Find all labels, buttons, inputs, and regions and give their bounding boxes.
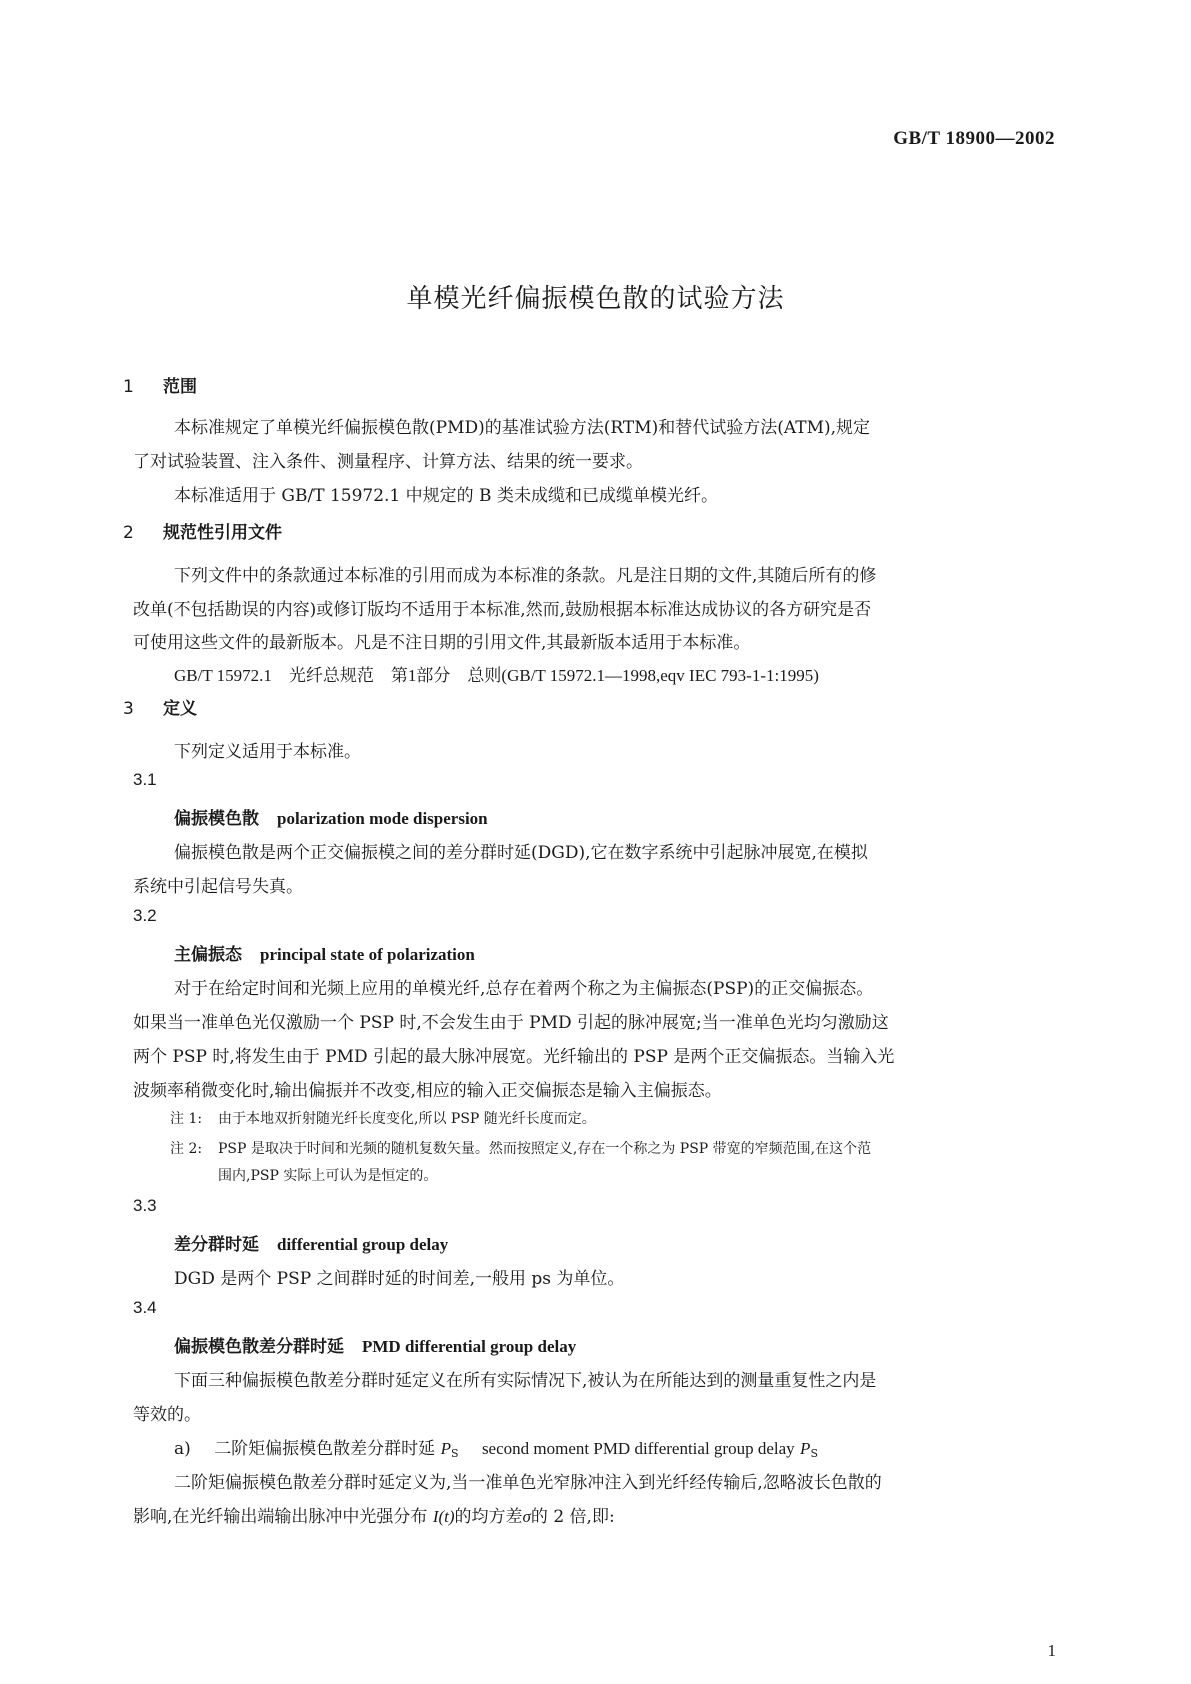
item-en: second moment PMD differential group delay [481, 1439, 795, 1458]
term-zh: 差分群时延 [174, 1235, 259, 1255]
paragraph-line [133, 1502, 1065, 1527]
note-label: 注 2: [170, 1141, 203, 1157]
section-title: 规范性引用文件 [163, 523, 282, 543]
note-1 [170, 1106, 1065, 1132]
section-number: 1 [123, 377, 134, 397]
symbol-subscript: S [810, 1447, 818, 1460]
paragraph-line: 了对试验装置、注入条件、测量程序、计算方法、结果的统一要求。 [133, 452, 643, 472]
paragraph-line: 二阶矩偏振模色散差分群时延定义为,当一准单色光窄脉冲注入到光纤经传输后,忽略波长色散的 [174, 1473, 882, 1493]
section-title: 范围 [163, 377, 197, 397]
paragraph-line: 等效的。 [133, 1405, 201, 1425]
note-text: 由于本地双折射随光纤长度变化,所以 PSP 随光纤长度而定。 [218, 1111, 596, 1127]
term-zh: 偏振模色散 [174, 809, 259, 829]
term-en: differential group delay [277, 1235, 449, 1254]
paragraph-line: 如果当一准单色光仅激励一个 PSP 时,不会发生由于 PMD 引起的脉冲展宽;当一准单色光均匀激励这 [133, 1013, 889, 1033]
section-title: 定义 [163, 699, 197, 719]
note-2 [170, 1136, 1065, 1162]
term-zh: 主偏振态 [174, 945, 242, 965]
list-marker: a) [174, 1439, 191, 1459]
paragraph-line: 下列文件中的条款通过本标准的引用而成为本标准的条款。凡是注日期的文件,其随后所有的修 [174, 566, 877, 586]
term-en: polarization mode dispersion [277, 809, 488, 828]
standard-number: GB/T 18900—2002 [893, 128, 1055, 149]
clause-number: 3.3 [133, 1196, 157, 1215]
paragraph-line: 下面三种偏振模色散差分群时延定义在所有实际情况下,被认为在所能达到的测量重复性之内是 [174, 1371, 877, 1391]
section-3-heading [123, 694, 197, 719]
paragraph-line: 本标准适用于 GB/T 15972.1 中规定的 B 类未成缆和已成缆单模光纤。 [174, 486, 718, 506]
term-en: PMD differential group delay [362, 1337, 577, 1356]
text-fragment: 影响,在光纤输出端输出脉冲中光强分布 [133, 1507, 428, 1527]
paragraph-line: 系统中引起信号失真。 [133, 877, 303, 897]
section-number: 2 [123, 523, 134, 543]
paragraph-line: 可使用这些文件的最新版本。凡是不注日期的引用文件,其最新版本适用于本标准。 [133, 633, 751, 653]
clause-number: 3.1 [133, 770, 157, 789]
section-number: 3 [123, 699, 134, 719]
text-fragment: 的 2 倍,即: [530, 1507, 615, 1527]
symbol-p: P [440, 1439, 451, 1458]
term-heading [174, 804, 488, 829]
note-2-continuation: 围内,PSP 实际上可认为是恒定的。 [218, 1168, 438, 1184]
paragraph-line: DGD 是两个 PSP 之间群时延的时间差,一般用 ps 为单位。 [174, 1269, 625, 1289]
paragraph-line: 对于在给定时间和光频上应用的单模光纤,总存在着两个称之为主偏振态(PSP)的正交偏振态。 [174, 979, 874, 999]
symbol-intensity: I(t) [432, 1507, 455, 1526]
section-2-heading [123, 518, 282, 543]
symbol-p: P [800, 1439, 811, 1458]
clause-number: 3.2 [133, 906, 157, 925]
term-heading [174, 940, 475, 965]
paragraph-line: 下列定义适用于本标准。 [174, 742, 361, 762]
text-fragment: 的均方差 [454, 1507, 523, 1527]
term-heading [174, 1230, 448, 1255]
term-heading [174, 1332, 576, 1357]
paragraph-line: 波频率稍微变化时,输出偏振并不改变,相应的输入正交偏振态是输入主偏振态。 [133, 1081, 722, 1101]
paragraph-line: 两个 PSP 时,将发生由于 PMD 引起的最大脉冲展宽。光纤输出的 PSP 是两个正交偏振态。当输入光 [133, 1047, 895, 1067]
clause-number: 3.4 [133, 1298, 157, 1317]
symbol-sigma: σ [522, 1507, 531, 1526]
normative-reference: GB/T 15972.1 光纤总规范 第1部分 总则(GB/T 15972.1—1998,eqv IEC 793-1-1:1995) [174, 666, 819, 685]
symbol-subscript: S [450, 1447, 459, 1460]
page-title: 单模光纤偏振模色散的试验方法 [406, 284, 785, 314]
paragraph-line: 改单(不包括勘误的内容)或修订版均不适用于本标准,然而,鼓励根据本标准达成协议的各方研究是否 [133, 600, 872, 620]
note-text: PSP 是取决于时间和光频的随机复数矢量。然而按照定义,存在一个称之为 PSP 带宽的窄频范围,在这个范 [218, 1141, 872, 1157]
section-1-heading [123, 372, 197, 397]
note-label: 注 1: [170, 1111, 203, 1127]
page-number: 1 [1047, 1641, 1056, 1660]
term-en: principal state of polarization [260, 945, 475, 964]
list-item-a [174, 1434, 1106, 1460]
item-zh: 二阶矩偏振模色散差分群时延 [214, 1439, 436, 1459]
term-zh: 偏振模色散差分群时延 [174, 1337, 344, 1357]
paragraph-line: 本标准规定了单模光纤偏振模色散(PMD)的基准试验方法(RTM)和替代试验方法(ATM),规定 [174, 418, 871, 438]
paragraph-line: 偏振模色散是两个正交偏振模之间的差分群时延(DGD),它在数字系统中引起脉冲展宽,在模拟 [174, 843, 868, 863]
